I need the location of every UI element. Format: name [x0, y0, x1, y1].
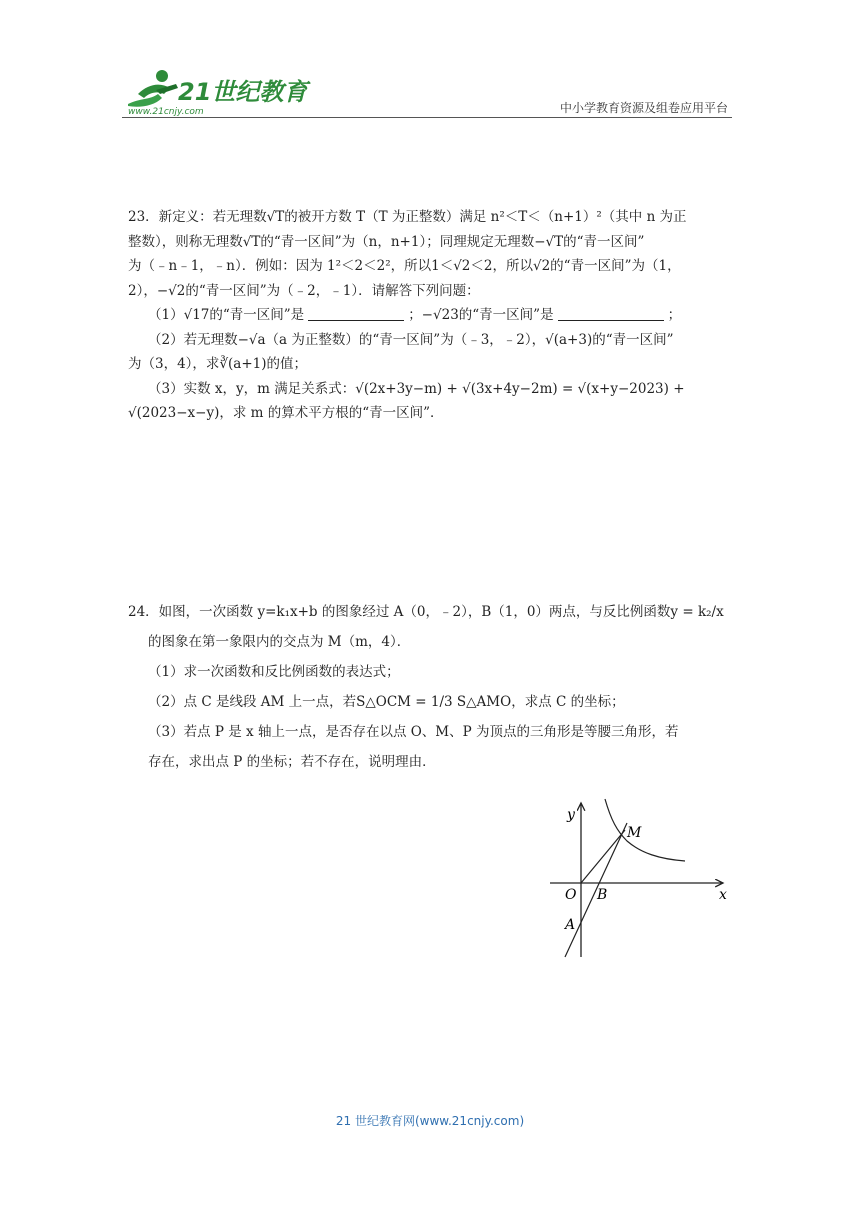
q23-line-2: 整数），则称无理数√T的“青一区间”为（n，n+1）；同理规定无理数−√T的“青一区间”: [128, 233, 645, 250]
q23-part-2-a: （2）若无理数−√a（a 为正整数）的“青一区间”为（﹣3，﹣2），√(a+3)的“青一区间”: [148, 331, 674, 348]
q23-part-1-text-c: ；: [667, 307, 682, 323]
label-a: A: [565, 917, 576, 933]
q23-part-1: [128, 303, 736, 328]
logo: [120, 64, 320, 118]
logo-url: www.21cnjy.com: [128, 107, 204, 117]
label-b: B: [597, 887, 608, 903]
platform-label: 中小学教育资源及组卷应用平台: [559, 101, 728, 115]
answer-blank-1[interactable]: [308, 306, 404, 321]
q23-part-1-text-a: （1）√17的“青一区间”是: [148, 307, 305, 323]
q24-part-1: （1）求一次函数和反比例函数的表达式；: [148, 664, 400, 680]
q24-part-3-a: （3）若点 P 是 x 轴上一点，是否存在以点 O、M、P 为顶点的三角形是等腰三角形，若: [148, 724, 679, 740]
q24-part-3-b: 存在，求出点 P 的坐标；若不存在，说明理由．: [148, 754, 436, 770]
q24-line-2: 的图象在第一象限内的交点为 M（m，4）．: [148, 634, 411, 650]
logo-title: 21世纪教育: [178, 78, 308, 106]
function-graph: [545, 795, 735, 960]
q23-part-2-b: 为（3，4），求∛(a+1)的值；: [128, 356, 308, 372]
q23-part-3-a: （3）实数 x，y，m 满足关系式：√(2x+3y−m) + √(3x+4y−2m) = √(x+y−2023) +: [148, 380, 685, 397]
q24-part-2: （2）点 C 是线段 AM 上一点，若S△OCM = 1/3 S△AMO，求点 C 的坐标；: [148, 694, 625, 710]
question-23: [128, 205, 736, 426]
logo-runner-icon: [120, 64, 320, 118]
answer-blank-2[interactable]: [558, 306, 664, 321]
label-m: M: [627, 825, 642, 841]
q23-part-1-text-b: ；−√23的“青一区间”是: [408, 307, 554, 323]
q23-line-1: 23．新定义：若无理数√T的被开方数 T（T 为正整数）满足 n²＜T＜（n+1）²（其中 n 为正: [128, 209, 687, 225]
label-x: x: [719, 887, 727, 903]
question-24: [128, 597, 736, 777]
q23-line-4: 2），−√2的“青一区间”为（﹣2，﹣1）．请解答下列问题：: [128, 282, 480, 299]
q23-part-3-b: √(2023−x−y)，求 m 的算术平方根的“青一区间”．: [128, 405, 444, 421]
q24-line-1: 24．如图，一次函数 y=k₁x+b 的图象经过 A（0，﹣2），B（1，0）两点，与反比例函数y = k₂/x: [128, 604, 724, 620]
header-divider: [122, 117, 732, 118]
label-o: O: [565, 887, 577, 903]
hyperbola-curve: [605, 799, 685, 861]
label-y: y: [567, 807, 575, 823]
q23-line-3: 为（﹣n﹣1，﹣n）．例如：因为 1²＜2＜2²，所以1＜√2＜2，所以√2的“青一区间”为（1，: [128, 258, 681, 274]
footer[interactable]: 21 世纪教育网(www.21cnjy.com): [335, 1114, 525, 1128]
